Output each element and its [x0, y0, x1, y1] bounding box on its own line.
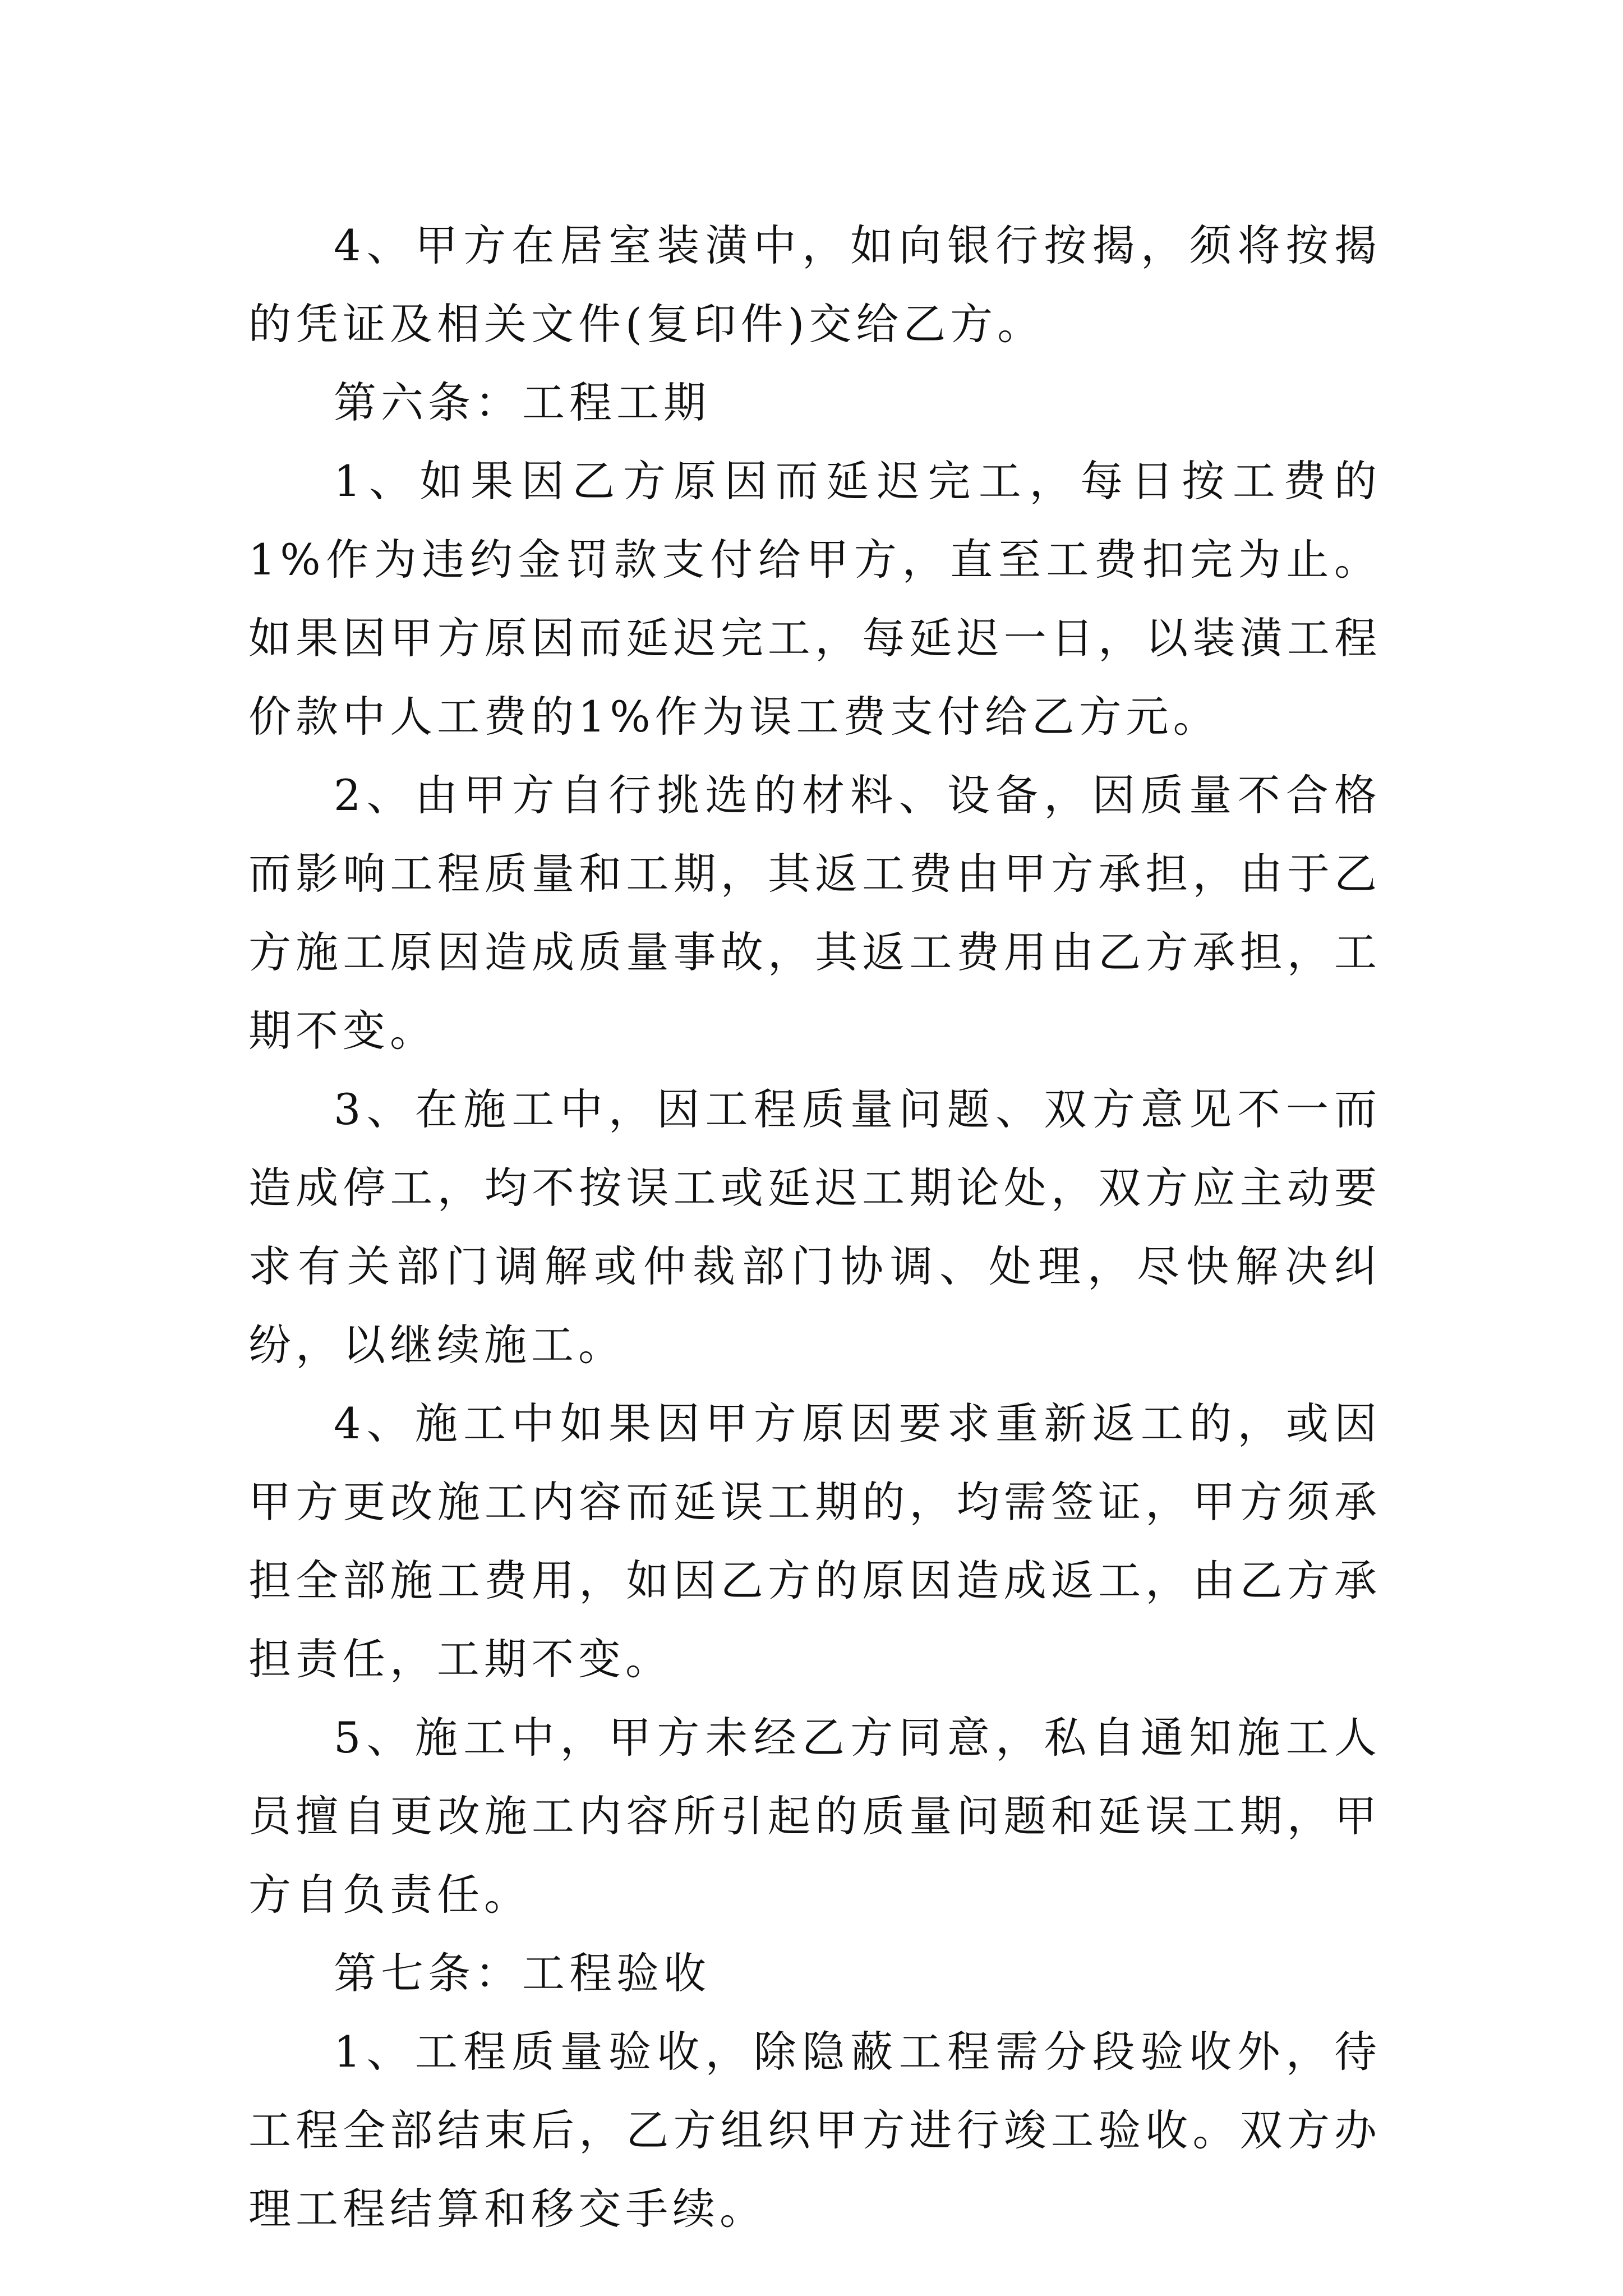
paragraph-clause-5-4: 4、甲方在居室装潢中，如向银行按揭，须将按揭的凭证及相关文件(复印件)交给乙方。	[248, 220, 1381, 349]
paragraph-clause-6-1: 1、如果因乙方原因而延迟完工，每日按工费的1%作为违约金罚款支付给甲方，直至工费扣完为止。如果因甲方原因而延迟完工，每延迟一日，以装潢工程价款中人工费的1%作为误工费支付给乙方元。	[248, 456, 1381, 742]
paragraph-clause-7-1: 1、工程质量验收，除隐蔽工程需分段验收外，待工程全部结束后，乙方组织甲方进行竣工验收。双方办理工程结算和移交手续。	[248, 2027, 1381, 2234]
paragraph-clause-6-4: 4、施工中如果因甲方原因要求重新返工的，或因甲方更改施工内容而延误工期的，均需签证，甲方须承担全部施工费用，如因乙方的原因造成返工，由乙方承担责任，工期不变。	[248, 1398, 1381, 1684]
document-body	[248, 206, 1381, 2248]
heading-article-6: 第六条：工程工期	[334, 378, 711, 427]
paragraph-clause-6-3: 3、在施工中，因工程质量问题、双方意见不一而造成停工，均不按误工或延迟工期论处，双方应主动要求有关部门调解或仲裁部门协调、处理，尽快解决纠纷，以继续施工。	[248, 1084, 1381, 1370]
paragraph-clause-6-5: 5、施工中，甲方未经乙方同意，私自通知施工人员擅自更改施工内容所引起的质量问题和延误工期，甲方自负责任。	[248, 1713, 1381, 1920]
paragraph-clause-6-2: 2、由甲方自行挑选的材料、设备，因质量不合格而影响工程质量和工期，其返工费由甲方承担，由于乙方施工原因造成质量事故，其返工费用由乙方承担，工期不变。	[248, 770, 1381, 1056]
heading-article-7: 第七条：工程验收	[334, 1948, 711, 1998]
